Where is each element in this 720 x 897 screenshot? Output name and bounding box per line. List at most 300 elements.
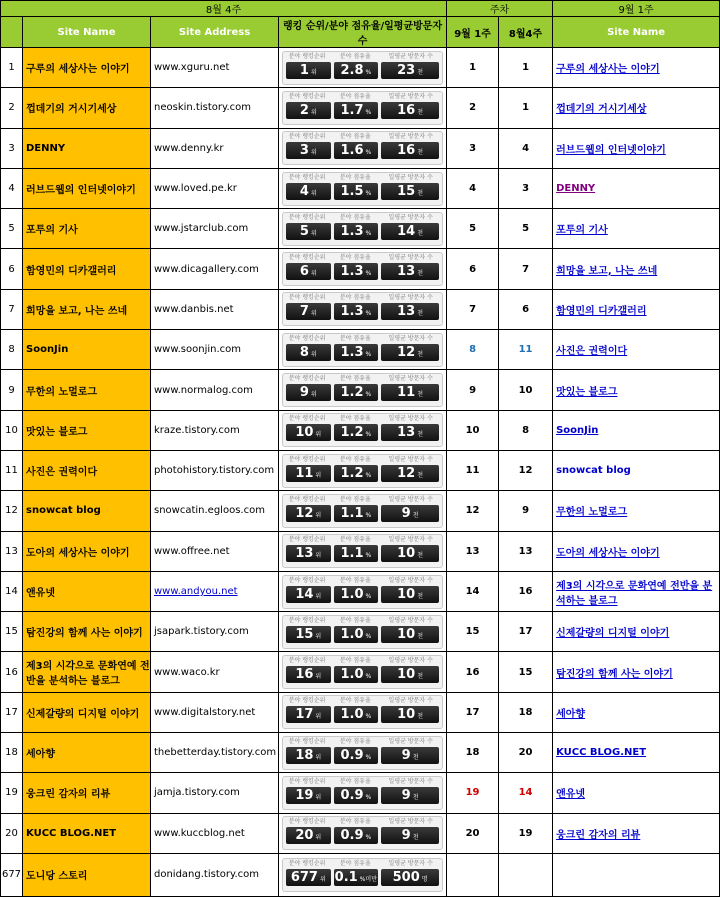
stat-number: 15 <box>397 183 416 199</box>
stat-value <box>334 706 379 723</box>
site-address-cell[interactable]: www.andyou.net <box>151 571 279 611</box>
stat-label: 분야 점유율 <box>339 254 371 262</box>
stat-unit: 위 <box>310 68 317 76</box>
stat-value <box>334 505 379 522</box>
col-stats: 랭킹 순위/분야 점유율/일평균방문자수 <box>279 17 447 48</box>
sep-week1-cell: 4 <box>447 168 499 208</box>
stats-widget <box>282 51 443 85</box>
stat-value <box>286 747 331 764</box>
stat-value <box>381 223 439 240</box>
stat-value <box>286 465 331 482</box>
stat-value <box>286 142 331 159</box>
site-address-cell: www.offree.net <box>151 531 279 571</box>
stat-number: 1.5 <box>340 183 364 199</box>
site-name-cell: 세아향 <box>23 733 151 773</box>
stats-cell <box>279 330 447 370</box>
stat-unit: %미만 <box>359 875 377 883</box>
stats-cell <box>279 773 447 813</box>
stats-widget <box>282 252 443 286</box>
stat-value <box>334 263 379 280</box>
site-name-right-cell[interactable]: 껍데기의 거시기세상 <box>553 88 720 128</box>
rank-cell: 5 <box>1 209 23 249</box>
site-name-cell: KUCC BLOG.NET <box>23 813 151 853</box>
rank-cell: 13 <box>1 531 23 571</box>
stat-unit: 천 <box>417 229 424 237</box>
stat-label: 분야 랭킹순위 <box>288 133 326 141</box>
stat-number: 4 <box>299 183 309 199</box>
sep-week1-cell: 10 <box>447 410 499 450</box>
stat-label: 일평균 방문자 수 <box>388 616 433 624</box>
sep-week1-cell: 5 <box>447 209 499 249</box>
stats-cell <box>279 410 447 450</box>
stat-number: 1.3 <box>340 223 364 239</box>
sep-week1-cell: 16 <box>447 652 499 692</box>
stat-value <box>381 626 439 643</box>
stats-cell <box>279 370 447 410</box>
stat-label: 분야 랭킹순위 <box>288 697 326 705</box>
stat-number: 10 <box>397 546 416 562</box>
stat-number: 1.1 <box>340 546 364 562</box>
stat-label: 일평균 방문자 수 <box>388 92 433 100</box>
stat-value <box>286 62 331 79</box>
site-name-right-cell[interactable]: snowcat blog <box>553 450 720 490</box>
site-name-right-cell[interactable]: 희망을 보고, 나는 쓰네 <box>553 249 720 289</box>
stats-widget <box>282 292 443 326</box>
aug-week4-cell: 8 <box>499 410 553 450</box>
stat-unit: 위 <box>315 713 322 721</box>
stat-unit: % <box>365 673 372 681</box>
stat-unit: % <box>365 632 372 640</box>
site-name-right-cell[interactable]: KUCC BLOG.NET <box>553 733 720 773</box>
stat-number: 16 <box>295 667 314 683</box>
rank-cell: 4 <box>1 168 23 208</box>
stat-label: 분야 랭킹순위 <box>288 294 326 302</box>
stat-label: 분야 점유율 <box>339 133 371 141</box>
stat-number: 23 <box>397 62 416 78</box>
stat-unit: % <box>365 391 372 399</box>
site-name-cell: 앤유넷 <box>23 571 151 611</box>
sep-week1-cell: 11 <box>447 450 499 490</box>
table-row <box>1 612 720 652</box>
period-right-header: 9월 1주 <box>553 1 720 17</box>
site-address-cell: www.denny.kr <box>151 128 279 168</box>
stat-label: 일평균 방문자 수 <box>388 334 433 342</box>
site-name-right-cell[interactable]: SoonJin <box>553 410 720 450</box>
stat-unit: 위 <box>315 673 322 681</box>
stats-cell <box>279 48 447 88</box>
stat-unit: 천 <box>412 511 419 519</box>
aug-week4-cell <box>499 853 553 896</box>
stat-label: 분야 랭킹순위 <box>288 576 326 584</box>
stat-unit: 천 <box>417 391 424 399</box>
table-row <box>1 450 720 490</box>
stats-cell <box>279 571 447 611</box>
stat-number: 677 <box>290 869 318 885</box>
stat-label: 분야 랭킹순위 <box>288 415 326 423</box>
stat-value <box>381 869 439 886</box>
stat-label: 분야 랭킹순위 <box>288 254 326 262</box>
stat-number: 16 <box>397 102 416 118</box>
site-name-cell: 껍데기의 거시기세상 <box>23 88 151 128</box>
stat-value <box>334 869 379 886</box>
stat-label: 분야 점유율 <box>339 737 371 745</box>
rank-cell: 17 <box>1 692 23 732</box>
site-name-right-cell[interactable]: 앤유넷 <box>553 773 720 813</box>
sep-week1-cell: 19 <box>447 773 499 813</box>
stats-widget <box>282 172 443 206</box>
stat-value <box>381 545 439 562</box>
stat-number: 13 <box>397 264 416 280</box>
table-row <box>1 813 720 853</box>
stats-cell <box>279 652 447 692</box>
col-site-address: Site Address <box>151 17 279 48</box>
stat-value <box>381 62 439 79</box>
stat-label: 분야 랭킹순위 <box>288 52 326 60</box>
stat-number: 1.3 <box>340 344 364 360</box>
site-address-cell: www.digitalstory.net <box>151 692 279 732</box>
stat-unit: 위 <box>310 149 317 157</box>
site-name-right-cell[interactable]: DENNY <box>553 168 720 208</box>
stat-unit: % <box>365 270 372 278</box>
stats-widget <box>282 615 443 649</box>
stat-value <box>381 586 439 603</box>
stat-number: 12 <box>397 465 416 481</box>
rank-cell: 8 <box>1 330 23 370</box>
site-address-cell: jsapark.tistory.com <box>151 612 279 652</box>
site-name-cell: 제3의 시각으로 문화연예 전반을 분석하는 블로그 <box>23 652 151 692</box>
stat-unit: 천 <box>417 713 424 721</box>
stat-number: 5 <box>299 223 309 239</box>
sep-week1-cell: 2 <box>447 88 499 128</box>
stat-unit: 위 <box>315 552 322 560</box>
table-row <box>1 410 720 450</box>
stat-number: 8 <box>299 344 309 360</box>
site-address-cell: jamja.tistory.com <box>151 773 279 813</box>
stat-number: 1.0 <box>340 667 364 683</box>
stat-unit: 천 <box>417 632 424 640</box>
aug-week4-cell: 12 <box>499 450 553 490</box>
site-name-right-cell[interactable]: 제3의 시각으로 문화연예 전반을 분석하는 블로그 <box>553 571 720 611</box>
col-site-name-right: Site Name <box>553 17 720 48</box>
stat-unit: 천 <box>417 68 424 76</box>
stats-cell <box>279 88 447 128</box>
table-row <box>1 733 720 773</box>
stat-label: 일평균 방문자 수 <box>388 657 433 665</box>
stat-number: 1.2 <box>340 385 364 401</box>
stat-value <box>286 223 331 240</box>
stat-value <box>381 142 439 159</box>
table-row <box>1 571 720 611</box>
stat-unit: 위 <box>315 511 322 519</box>
stat-number: 1.3 <box>340 304 364 320</box>
aug-week4-cell: 1 <box>499 88 553 128</box>
stat-label: 분야 점유율 <box>339 455 371 463</box>
stat-number: 1.0 <box>340 626 364 642</box>
stat-value <box>334 344 379 361</box>
stat-value <box>381 666 439 683</box>
stats-cell <box>279 128 447 168</box>
stat-label: 분야 점유율 <box>339 657 371 665</box>
sep-week1-cell: 6 <box>447 249 499 289</box>
stats-widget <box>282 695 443 729</box>
stats-cell <box>279 289 447 329</box>
stats-widget <box>282 494 443 528</box>
site-name-cell: 웅크린 감자의 리뷰 <box>23 773 151 813</box>
sep-week1-cell: 15 <box>447 612 499 652</box>
stat-unit: 위 <box>315 471 322 479</box>
table-row <box>1 652 720 692</box>
stat-label: 분야 점유율 <box>339 495 371 503</box>
stat-number: 9 <box>401 505 411 521</box>
stat-number: 10 <box>295 425 314 441</box>
stat-label: 분야 점유율 <box>339 415 371 423</box>
aug-week4-cell: 1 <box>499 48 553 88</box>
stat-unit: 위 <box>315 834 322 842</box>
site-name-cell: 함영민의 디카갤러리 <box>23 249 151 289</box>
stat-value <box>334 303 379 320</box>
aug-week4-cell: 19 <box>499 813 553 853</box>
site-name-cell: 무한의 노멀로그 <box>23 370 151 410</box>
site-name-right-cell[interactable]: 구루의 세상사는 이야기 <box>553 48 720 88</box>
stat-number: 13 <box>295 546 314 562</box>
stat-value <box>381 747 439 764</box>
stat-value <box>286 384 331 401</box>
stat-label: 분야 랭킹순위 <box>288 536 326 544</box>
stat-label: 분야 랭킹순위 <box>288 737 326 745</box>
stat-value <box>334 747 379 764</box>
col-site-name: Site Name <box>23 17 151 48</box>
rank-cell: 14 <box>1 571 23 611</box>
site-name-right-cell[interactable]: 도아의 세상사는 이야기 <box>553 531 720 571</box>
stat-value <box>334 626 379 643</box>
rank-cell: 10 <box>1 410 23 450</box>
stat-label: 일평균 방문자 수 <box>388 213 433 221</box>
stats-widget <box>282 575 443 609</box>
stat-number: 14 <box>397 223 416 239</box>
stat-number: 13 <box>397 304 416 320</box>
stat-value <box>334 102 379 119</box>
site-name-right-cell[interactable]: 사진은 권력이다 <box>553 330 720 370</box>
col-aug4: 8월4주 <box>499 17 553 48</box>
stat-value <box>334 183 379 200</box>
site-name-right-cell[interactable]: 러브드웹의 인터넷이야기 <box>553 128 720 168</box>
stat-number: 1.2 <box>340 425 364 441</box>
stat-label: 일평균 방문자 수 <box>388 495 433 503</box>
stats-widget <box>282 413 443 447</box>
stat-value <box>286 303 331 320</box>
stat-label: 분야 랭킹순위 <box>288 777 326 785</box>
stat-unit: % <box>365 552 372 560</box>
stat-value <box>381 183 439 200</box>
stats-cell <box>279 168 447 208</box>
stat-value <box>334 465 379 482</box>
stat-number: 9 <box>401 747 411 763</box>
stat-value <box>286 666 331 683</box>
table-row <box>1 168 720 208</box>
stat-unit: 천 <box>417 270 424 278</box>
aug-week4-cell: 11 <box>499 330 553 370</box>
stat-number: 12 <box>397 344 416 360</box>
stat-number: 2.8 <box>340 62 364 78</box>
site-name-cell: 도니당 스토리 <box>23 853 151 896</box>
stat-value <box>334 424 379 441</box>
stats-widget <box>282 212 443 246</box>
stat-label: 분야 랭킹순위 <box>288 375 326 383</box>
stat-unit: % <box>365 189 372 197</box>
stat-unit: % <box>365 793 372 801</box>
stat-label: 분야 점유율 <box>339 697 371 705</box>
table-row <box>1 128 720 168</box>
stat-value <box>286 344 331 361</box>
stat-label: 일평균 방문자 수 <box>388 52 433 60</box>
stat-label: 일평균 방문자 수 <box>388 737 433 745</box>
site-name-right-cell[interactable]: 탐진강의 함께 사는 이야기 <box>553 652 720 692</box>
stat-number: 9 <box>401 828 411 844</box>
stat-unit: % <box>365 431 372 439</box>
stat-unit: 위 <box>315 431 322 439</box>
sep-week1-cell: 14 <box>447 571 499 611</box>
stat-value <box>286 424 331 441</box>
stat-unit: 천 <box>412 834 419 842</box>
stat-number: 10 <box>397 667 416 683</box>
aug-week4-cell: 16 <box>499 571 553 611</box>
site-name-cell: 도아의 세상사는 이야기 <box>23 531 151 571</box>
site-name-cell: 맛있는 블로그 <box>23 410 151 450</box>
stat-unit: % <box>365 68 372 76</box>
stat-unit: 천 <box>417 431 424 439</box>
site-name-cell: 신제갈량의 디지털 이야기 <box>23 692 151 732</box>
stat-value <box>334 384 379 401</box>
table-row <box>1 773 720 813</box>
aug-week4-cell: 18 <box>499 692 553 732</box>
aug-week4-cell: 10 <box>499 370 553 410</box>
stat-number: 1.3 <box>340 264 364 280</box>
stat-number: 20 <box>295 828 314 844</box>
stat-unit: 위 <box>315 592 322 600</box>
sep-week1-cell: 18 <box>447 733 499 773</box>
stat-unit: 천 <box>412 753 419 761</box>
stat-number: 10 <box>397 586 416 602</box>
stat-number: 1.2 <box>340 465 364 481</box>
site-name-right-cell[interactable]: 포투의 기사 <box>553 209 720 249</box>
stat-unit: 위 <box>319 875 326 883</box>
stat-unit: 위 <box>315 632 322 640</box>
site-address-cell: www.waco.kr <box>151 652 279 692</box>
stat-unit: % <box>365 229 372 237</box>
table-row <box>1 209 720 249</box>
site-address-cell: photohistory.tistory.com <box>151 450 279 490</box>
rank-cell: 18 <box>1 733 23 773</box>
stat-label: 일평균 방문자 수 <box>388 697 433 705</box>
stat-value <box>334 827 379 844</box>
stats-widget <box>282 816 443 850</box>
period-left-header: 8월 4주 <box>1 1 447 17</box>
stat-unit: 위 <box>310 270 317 278</box>
stat-unit: 천 <box>417 149 424 157</box>
table-row <box>1 370 720 410</box>
stat-unit: 천 <box>417 350 424 358</box>
site-name-cell: snowcat blog <box>23 491 151 531</box>
stat-unit: 천 <box>417 471 424 479</box>
stat-number: 19 <box>295 787 314 803</box>
stat-number: 9 <box>299 385 309 401</box>
aug-week4-cell: 13 <box>499 531 553 571</box>
stat-unit: 천 <box>417 310 424 318</box>
site-address-cell: snowcatin.egloos.com <box>151 491 279 531</box>
stat-label: 분야 점유율 <box>339 536 371 544</box>
sep-week1-cell: 17 <box>447 692 499 732</box>
rank-cell: 9 <box>1 370 23 410</box>
stat-value <box>286 102 331 119</box>
stat-unit: % <box>365 753 372 761</box>
stat-unit: 위 <box>310 108 317 116</box>
site-name-right-cell[interactable]: 함영민의 디카갤러리 <box>553 289 720 329</box>
stat-number: 12 <box>295 505 314 521</box>
site-name-right-cell[interactable]: 웅크린 감자의 리뷰 <box>553 813 720 853</box>
site-name-cell: 사진은 권력이다 <box>23 450 151 490</box>
site-name-cell: SoonJin <box>23 330 151 370</box>
stat-label: 일평균 방문자 수 <box>388 576 433 584</box>
site-name-right-cell[interactable]: 신제갈량의 디지털 이야기 <box>553 612 720 652</box>
stat-label: 분야 점유율 <box>339 576 371 584</box>
aug-week4-cell: 9 <box>499 491 553 531</box>
site-name-right-cell[interactable]: 맛있는 블로그 <box>553 370 720 410</box>
table-row <box>1 531 720 571</box>
table-row <box>1 491 720 531</box>
site-name-cell: DENNY <box>23 128 151 168</box>
stat-unit: 위 <box>315 793 322 801</box>
stat-unit: % <box>365 310 372 318</box>
site-address-cell: www.soonjin.com <box>151 330 279 370</box>
stat-value <box>381 787 439 804</box>
site-name-right-cell[interactable]: 세아향 <box>553 692 720 732</box>
stat-label: 분야 점유율 <box>339 294 371 302</box>
site-address-cell: www.xguru.net <box>151 48 279 88</box>
site-name-right-cell[interactable]: 무한의 노멀로그 <box>553 491 720 531</box>
site-address-cell: www.dicagallery.com <box>151 249 279 289</box>
rank-cell: 11 <box>1 450 23 490</box>
aug-week4-cell: 14 <box>499 773 553 813</box>
stats-widget <box>282 736 443 770</box>
stat-unit: 천 <box>417 189 424 197</box>
rank-cell: 6 <box>1 249 23 289</box>
stat-label: 분야 랭킹순위 <box>288 657 326 665</box>
stat-label: 일평균 방문자 수 <box>388 294 433 302</box>
aug-week4-cell: 6 <box>499 289 553 329</box>
stats-widget <box>282 333 443 367</box>
stats-cell <box>279 531 447 571</box>
rank-cell: 2 <box>1 88 23 128</box>
sep-week1-cell: 7 <box>447 289 499 329</box>
aug-week4-cell: 3 <box>499 168 553 208</box>
stat-label: 분야 랭킹순위 <box>288 92 326 100</box>
stat-unit: % <box>365 713 372 721</box>
stat-label: 일평균 방문자 수 <box>388 859 433 867</box>
week-group-header: 주차 <box>447 1 553 17</box>
rank-cell: 3 <box>1 128 23 168</box>
stat-number: 1.1 <box>340 505 364 521</box>
stat-number: 7 <box>299 304 309 320</box>
site-address-cell: donidang.tistory.com <box>151 853 279 896</box>
sep-week1-cell: 20 <box>447 813 499 853</box>
site-address-cell: thebetterday.tistory.com <box>151 733 279 773</box>
stat-label: 분야 랭킹순위 <box>288 334 326 342</box>
stat-number: 2 <box>299 102 309 118</box>
stat-value <box>381 827 439 844</box>
site-address-cell: neoskin.tistory.com <box>151 88 279 128</box>
sep-week1-cell: 3 <box>447 128 499 168</box>
stat-value <box>286 787 331 804</box>
